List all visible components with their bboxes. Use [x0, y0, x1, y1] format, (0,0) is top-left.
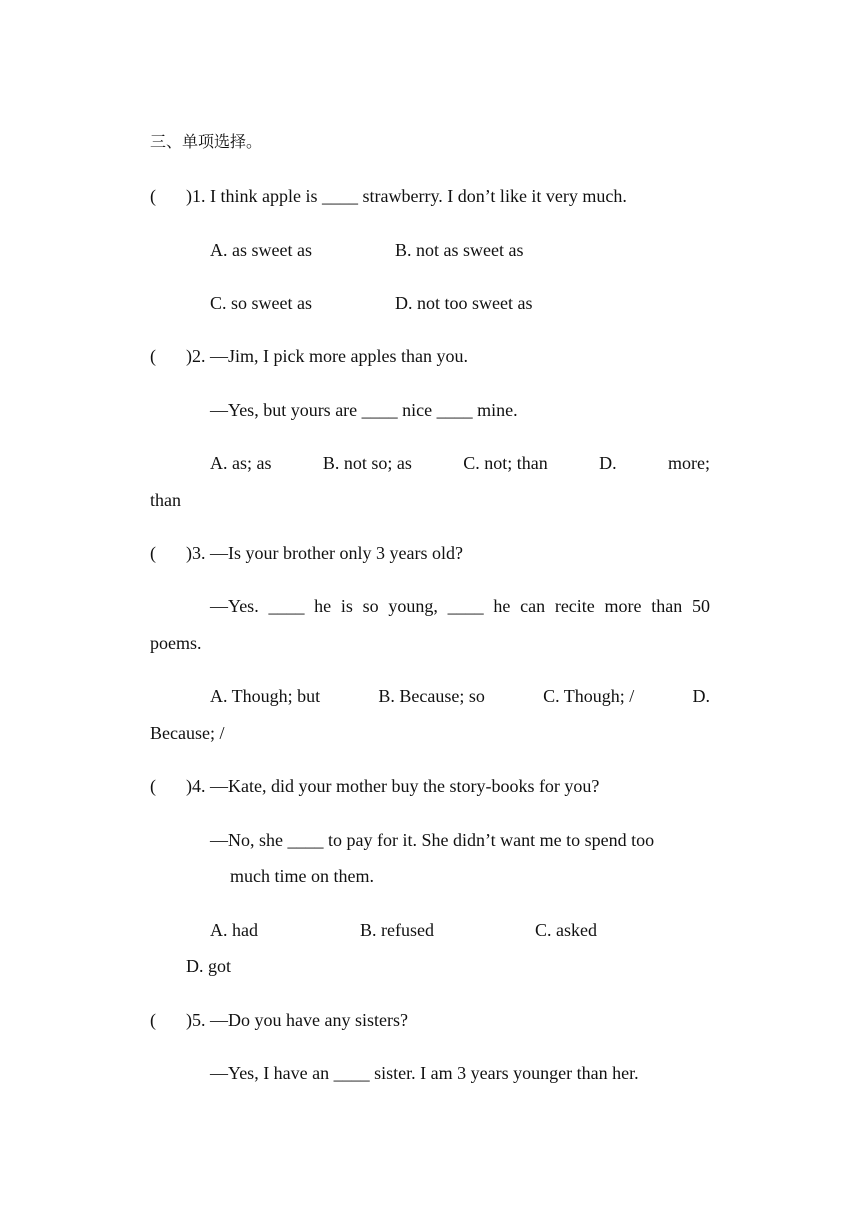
question-3	[150, 543, 463, 563]
q1-option-b: B. not as sweet as	[395, 240, 524, 260]
question-2	[150, 346, 468, 366]
question-3-stem: )3. —Is your brother only 3 years old?	[186, 543, 463, 563]
q4-reply: —No, she ____ to pay for it. She didn’t want me to spend too	[210, 830, 655, 850]
q3-option-a: A. Though; but	[210, 686, 321, 706]
q4-option-d: D. got	[186, 956, 231, 976]
question-5	[150, 1010, 408, 1030]
q2-reply: —Yes, but yours are ____ nice ____ mine.	[210, 400, 518, 420]
q1-option-c: C. so sweet as	[210, 293, 312, 313]
q3-reply-word: he	[493, 596, 511, 616]
q1-option-d: D. not too sweet as	[395, 293, 533, 313]
q3-options	[210, 686, 710, 706]
q3-reply-word: recite	[554, 596, 595, 616]
question-1-stem: )1. I think apple is ____ strawberry. I don’t like it very much.	[186, 186, 627, 206]
q2-options-wrap: than	[150, 490, 181, 510]
q3-option-c: C. Though; /	[543, 686, 635, 706]
q3-reply-word: ____	[268, 596, 305, 616]
q2-option-d-text: more;	[667, 453, 710, 473]
q3-option-b: B. Because; so	[378, 686, 485, 706]
q3-reply-word: young,	[388, 596, 438, 616]
q3-reply-word: ____	[447, 596, 484, 616]
q5-reply: —Yes, I have an ____ sister. I am 3 years younger than her.	[210, 1063, 639, 1083]
q2-option-d-letter: D.	[599, 453, 617, 473]
q3-option-d-letter: D.	[692, 686, 710, 706]
q3-reply-word: can	[520, 596, 546, 616]
question-2-stem: )2. —Jim, I pick more apples than you.	[186, 346, 468, 366]
answer-bracket-2: (	[150, 346, 156, 366]
q3-reply-word: he	[314, 596, 332, 616]
question-4	[150, 776, 599, 796]
answer-bracket-5: (	[150, 1010, 156, 1030]
answer-bracket-4: (	[150, 776, 156, 796]
q3-reply-word: more	[604, 596, 642, 616]
q3-options-wrap: Because; /	[150, 723, 225, 743]
q2-option-c: C. not; than	[463, 453, 548, 473]
question-5-stem: )5. —Do you have any sisters?	[186, 1010, 408, 1030]
q3-reply	[210, 596, 710, 616]
q2-options	[210, 453, 710, 473]
q4-option-c: C. asked	[535, 920, 597, 940]
q2-option-a: A. as; as	[210, 453, 272, 473]
question-4-stem: )4. —Kate, did your mother buy the story-books for you?	[186, 776, 600, 796]
q2-option-b: B. not so; as	[322, 453, 412, 473]
q4-option-a: A. had	[210, 920, 258, 940]
q4-option-b: B. refused	[360, 920, 434, 940]
q4-reply-wrap: much time on them.	[230, 866, 374, 886]
q3-reply-word: so	[362, 596, 379, 616]
q3-reply-word: is	[340, 596, 353, 616]
answer-bracket-1: (	[150, 186, 156, 206]
q3-reply-word: than	[651, 596, 683, 616]
question-1	[150, 186, 627, 206]
q1-option-a: A. as sweet as	[210, 240, 312, 260]
q3-reply-word: 50	[691, 596, 710, 616]
q3-reply-word: —Yes.	[210, 596, 259, 616]
answer-bracket-3: (	[150, 543, 156, 563]
q3-reply-wrap: poems.	[150, 633, 202, 653]
section-title: 三、单项选择。	[150, 134, 263, 151]
